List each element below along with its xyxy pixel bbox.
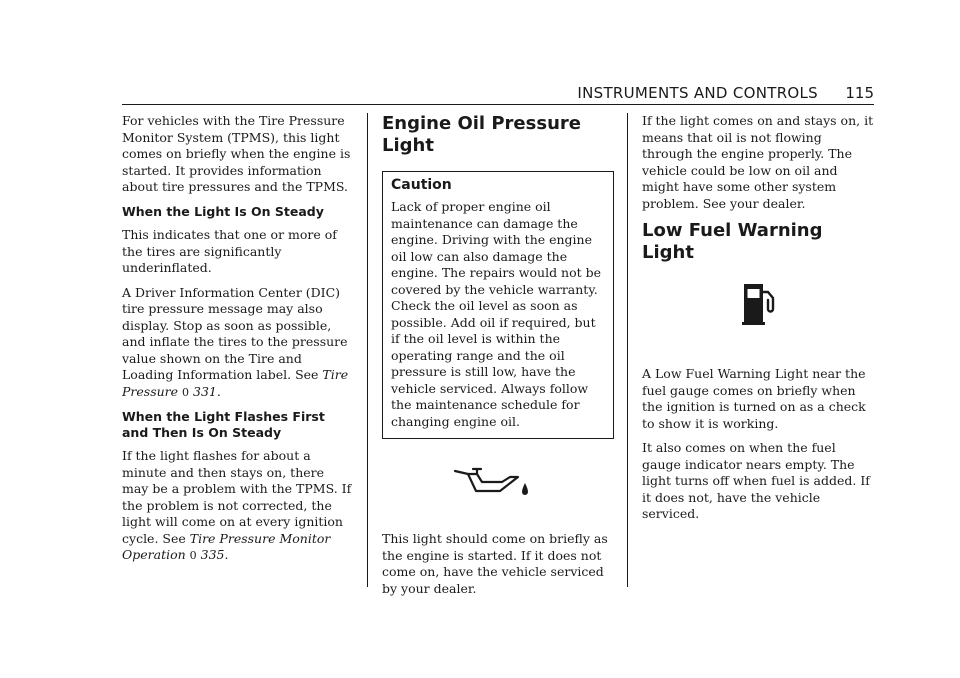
oil-light-paragraph: This light should come on briefly as the engine is started. If it does not come on, have the vehicle serviced by your dealer.: [382, 531, 608, 596]
caution-text: Lack of proper engine oil maintenance can damage the engine. Driving with the engine oil low can also damage the engine. The repairs would not be covered by the vehicle warranty. Check the oil level as soon as possible. Add oil if required, but if the oil level is within the operating range and the oil pressure is still low, have the vehicle serviced. Always follow the maintenance schedule for changing engine oil.: [391, 199, 602, 429]
underinflated-paragraph: This indicates that one or more of the tires are significantly underinflated.: [122, 227, 337, 275]
column-divider: [627, 113, 628, 587]
low-fuel-paragraph-1: A Low Fuel Warning Light near the fuel gauge comes on briefly when the ignition is turned on as a check to show it is working.: [642, 366, 866, 431]
dic-message-text: A Driver Information Center (DIC) tire pressure message may also display. Stop as soon as possible, and inflate the tires to the pressure value shown on the Tire and Loading Information label. See: [122, 284, 348, 382]
subheading-on-steady: When the Light Is On Steady: [122, 203, 324, 219]
caution-title: Caution: [391, 177, 452, 193]
section-title: INSTRUMENTS AND CONTROLS: [577, 84, 818, 102]
page-header: [122, 84, 874, 104]
tpms-operation-page[interactable]: 335: [200, 547, 225, 562]
tire-pressure-page[interactable]: 331: [193, 383, 217, 399]
low-fuel-paragraph-2: It also comes on when the fuel gauge indicator nears empty. The light turns off when fuel is added. If it does not, have the vehicle serviced.: [642, 440, 870, 521]
subheading-flashes-first: When the Light Flashes First and Then Is On Steady: [122, 409, 325, 440]
fuel-pump-icon: [742, 278, 776, 326]
column-3: [642, 113, 874, 531]
oil-can-icon: [452, 463, 534, 499]
tpms-operation-link[interactable]: Tire Pressure Monitor Operation: [122, 530, 331, 562]
flashes-text: If the light flashes for about a minute and then stays on, there may be a problem with the TPMS. If the problem is not corrected, the light will come on at every ignition cycle. See: [122, 448, 352, 546]
page-ref-icon: 0: [189, 549, 197, 562]
tpms-intro-paragraph: For vehicles with the Tire Pressure Monitor System (TPMS), this light comes on briefly when the engine is started. It provides information about tire pressures and the TPMS.: [122, 113, 351, 194]
dic-message-paragraph: A Driver Information Center (DIC) tire pressure message may also display. Stop as soon as possible, and inflate the tires to the pressure value shown on the Tire and Loading Information label. See Tire Pressure 0 331.: [122, 284, 349, 399]
oil-flow-paragraph: If the light comes on and stays on, it means that oil is not flowing through the engine properly. The vehicle could be low on oil and might have some other system problem. See your dealer.: [642, 113, 874, 211]
flashes-paragraph: If the light flashes for about a minute and then stays on, there may be a problem with the TPMS. If the problem is not corrected, the light will come on at every ignition cycle. See Tire Pressure Monitor Operation 0 335.: [122, 448, 352, 562]
column-divider: [367, 113, 368, 587]
header-rule: [122, 104, 874, 105]
low-fuel-heading: Low Fuel Warning Light: [642, 220, 823, 263]
page-ref-icon: 0: [182, 385, 190, 399]
engine-oil-heading: Engine Oil Pressure Light: [382, 113, 581, 156]
caution-box: [382, 171, 614, 439]
page-number: 115: [845, 84, 874, 102]
column-2: [382, 113, 614, 605]
tire-pressure-link[interactable]: Tire Pressure: [122, 367, 349, 399]
column-1: [122, 113, 354, 573]
